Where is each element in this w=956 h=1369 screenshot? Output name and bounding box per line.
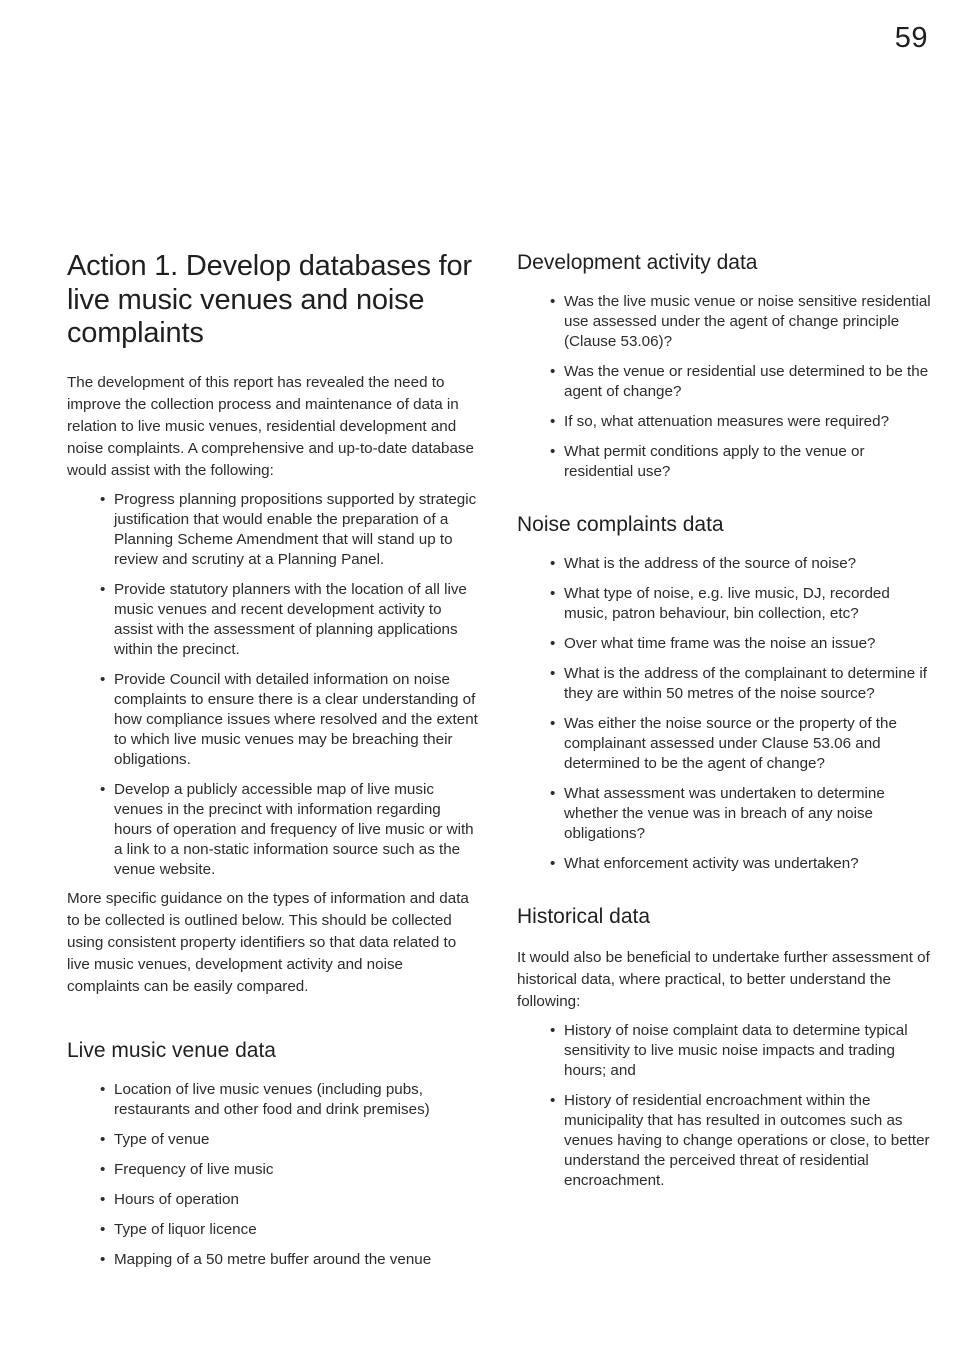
list-item: • Over what time frame was the noise an issue?: [517, 634, 932, 654]
list-item: • Was the venue or residential use determined to be the agent of change?: [517, 362, 932, 402]
action-title: Action 1. Develop databases for live music venues and noise complaints: [67, 250, 472, 349]
page-number: 59: [894, 22, 928, 54]
list-item: • Type of venue: [67, 1130, 479, 1150]
historical-list: [517, 1021, 932, 1191]
noise-heading: Noise complaints data: [517, 513, 724, 536]
database-benefits-list: [67, 490, 479, 880]
list-item: • Provide Council with detailed information on noise complaints to ensure there is a clear understanding of how compliance issues where resolved and the extent to which live music venues may be breaching their obligations.: [67, 670, 479, 770]
list-item: • Was either the noise source or the property of the complainant assessed under Clause 53.06 and determined to be the agent of change?: [517, 714, 932, 774]
list-item: • History of noise complaint data to determine typical sensitivity to live music noise impacts and trading hours; and: [517, 1021, 932, 1081]
list-item: • Mapping of a 50 metre buffer around the venue: [67, 1250, 479, 1270]
list-item: • Type of liquor licence: [67, 1220, 479, 1240]
intro-paragraph: The development of this report has revealed the need to improve the collection process and maintenance of data in relation to live music venues, residential development and noise complaints. A comprehensive and up-to-date database would assist with the following:: [67, 373, 474, 479]
list-item: • What is the address of the source of noise?: [517, 554, 932, 574]
list-item: • What permit conditions apply to the venue or residential use?: [517, 442, 932, 482]
live-music-heading: Live music venue data: [67, 1038, 276, 1062]
list-item: • What type of noise, e.g. live music, DJ, recorded music, patron behaviour, bin collection, etc?: [517, 584, 932, 624]
list-item: • If so, what attenuation measures were required?: [517, 412, 932, 432]
list-item: • Hours of operation: [67, 1190, 479, 1210]
live-music-list: [67, 1080, 479, 1270]
left-column: [67, 250, 479, 1280]
noise-list: [517, 554, 932, 874]
list-item: • Location of live music venues (including pubs, restaurants and other food and drink premises): [67, 1080, 479, 1120]
list-item: • What is the address of the complainant to determine if they are within 50 metres of the noise source?: [517, 664, 932, 704]
list-item: • History of residential encroachment within the municipality that has resulted in outcomes such as venues having to change operations or close, to better understand the perceived threat of residential encroachment.: [517, 1091, 932, 1191]
list-item: • Develop a publicly accessible map of live music venues in the precinct with information regarding hours of operation and frequency of live music or with a link to a non-static information source such as the venue website.: [67, 780, 479, 880]
historical-intro: It would also be beneficial to undertake further assessment of historical data, where practical, to better understand the following:: [517, 949, 930, 1010]
guidance-paragraph: More specific guidance on the types of information and data to be collected is outlined below. This should be collected using consistent property identifiers so that data related to live music venues, development activity and noise complaints can be easily compared.: [67, 889, 469, 995]
right-column: [517, 250, 932, 1201]
historical-heading: Historical data: [517, 905, 651, 928]
list-item: • Frequency of live music: [67, 1160, 479, 1180]
list-item: • What assessment was undertaken to determine whether the venue was in breach of any noise obligations?: [517, 784, 932, 844]
list-item: • What enforcement activity was undertaken?: [517, 854, 932, 874]
development-heading: Development activity data: [517, 251, 758, 274]
development-list: [517, 292, 932, 482]
list-item: • Progress planning propositions supported by strategic justification that would enable the preparation of a Planning Scheme Amendment that will stand up to review and scrutiny at a Planning Panel.: [67, 490, 479, 570]
list-item: • Was the live music venue or noise sensitive residential use assessed under the agent of change principle (Clause 53.06)?: [517, 292, 932, 352]
list-item: • Provide statutory planners with the location of all live music venues and recent development activity to assist with the assessment of planning applications within the precinct.: [67, 580, 479, 660]
